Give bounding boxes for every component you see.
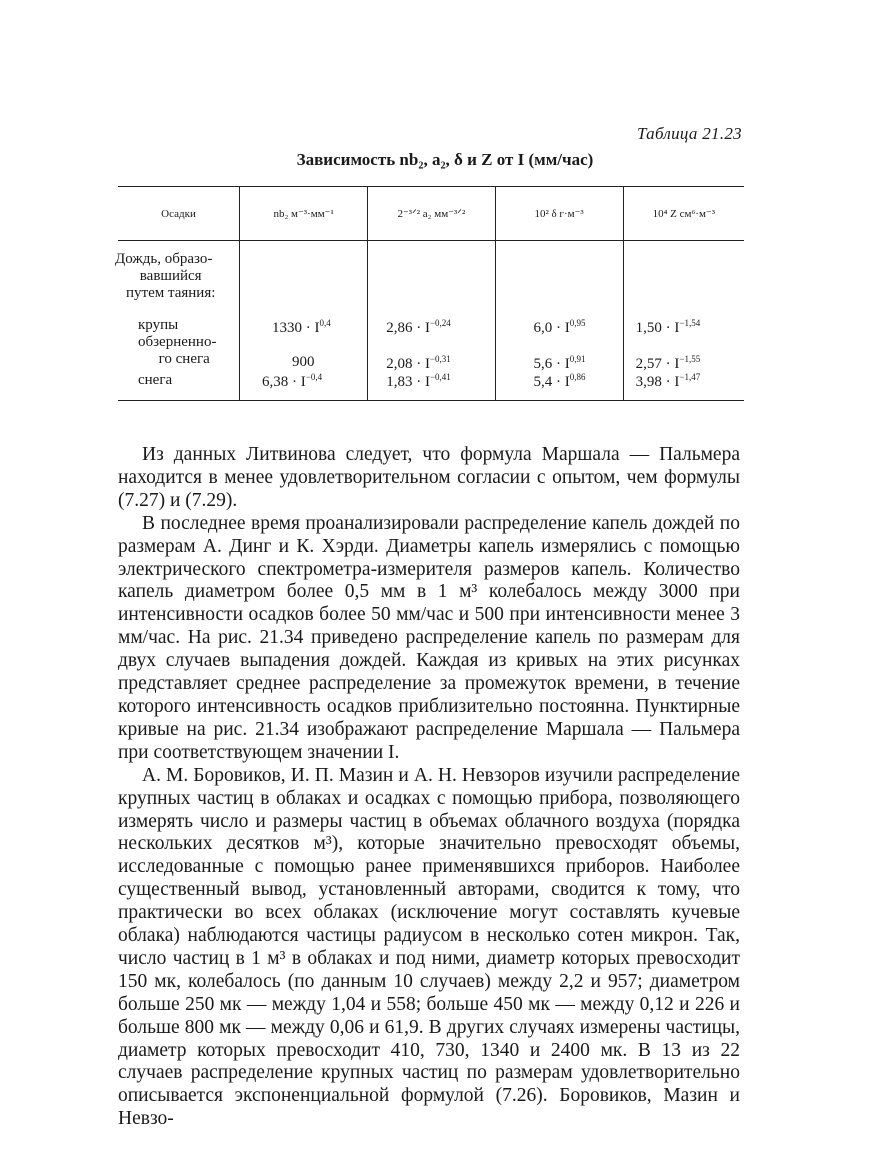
cell-nb2-krupy: 1330 · I$^{0,4}$ — [272, 318, 331, 336]
cell-z-krupy: $1,50 \cdot I^{-1,54}$ — [635, 318, 701, 336]
paragraph: В последнее время проанализировали распределение капель дождей по размерам А. Динг и К. Хэрди. Диаметры капель измерялись с помощью электрического спектрометра-измерителя размеров капель. Количество капель диаметром более 0,5 мм в 1 м³ колебалось между 3000 при интенсивности осадков более 50 мм/час и 500 при интенсивности менее 3 мм/час. На рис. 21.34 приведено распределение капель по размерам для двух случаев выпадения дождей. Каждая из кривых на этих рисунках представляет среднее распределение за промежуток времени, в течение которого интенсивность осадков приблизительно постоянна. Пунктирные кривые на рис. 21.34 изображают распределение Маршала — Пальмера при соответствующем значении I. — [118, 512, 740, 763]
table-number: Таблица 21.23 — [637, 124, 742, 143]
header-nb2: nb₂ м⁻³·мм⁻¹ — [240, 187, 368, 241]
body-text — [118, 444, 740, 1131]
row-label-line: обзерненно- — [138, 334, 217, 350]
header-z: 10⁴ Z см⁶·м⁻³ — [623, 187, 744, 241]
paragraph: А. М. Боровиков, И. П. Мазин и А. Н. Невзоров изучили распределение крупных частиц в облаках и осадках с помощью прибора, позволяющего измерять число и размеры частиц в объемах облачного воздуха (порядка нескольких десятков м³), которые значительно превосходят объемы, исследованные с помощью ранее применявшихся приборов. Наиболее существенный вывод, установленный авторами, сводится к тому, что практически во всех облаках (исключение могут составлять кучевые облака) наблюдаются частицы радиусом в несколько сотен микрон. Так, число частиц в 1 м³ в облаках и под ними, диаметр которых превосходит 150 мк, колебалось (по данным 10 случаев) между 2,2 и 957; диаметром больше 250 мк — между 1,04 и 558; больше 450 мк — между 0,12 и 226 и больше 800 мк — между 0,06 и 61,9. В других случаях измерены частицы, диаметр которых превосходит 410, 730, 1340 и 2400 мк. В 13 из 22 случаев распределение крупных частиц по размерам удовлетворительно описывается экспоненциальной формулой (7.26). Боровиков, Мазин и Невзо- — [118, 764, 740, 1130]
cell-delta-krupy: 6,0 · I$^{0,95}$ — [533, 318, 586, 336]
group-label — [112, 251, 215, 302]
row-label-line: го снега — [158, 351, 210, 367]
cell-a2-snega: $1,83 \cdot I^{-0,41}$ — [386, 372, 451, 390]
header-precipitation: Осадки — [118, 187, 240, 241]
cell-a2-obzernennogo: $2,08 \cdot I^{-0,31}$ — [386, 354, 451, 372]
group-label-line: вавшийся — [139, 268, 202, 284]
cell-z-snega: $3,98 \cdot I^{-1,47}$ — [635, 372, 701, 390]
label-column — [115, 241, 240, 401]
cell-delta-snega: 5,4 · I$^{0,86}$ — [533, 372, 586, 390]
group-label-line: путем таяния: — [126, 285, 216, 301]
paragraph: Из данных Литвинова следует, что формула Маршала — Пальмера находится в менее удовлетворительном согласии с опытом, чем формулы (7.27) и (7.29). — [118, 444, 740, 511]
column-delta — [495, 241, 623, 401]
row-label-line: крупы — [138, 317, 179, 333]
header-delta: 10² δ г·м⁻³ — [495, 187, 623, 241]
cell-z-obzernennogo: $2,57 \cdot I^{-1,55}$ — [635, 354, 701, 372]
data-table — [115, 186, 744, 401]
row-label-line: снега — [138, 372, 173, 388]
cell-delta-obzernennogo: 5,6 · I$^{0,91}$ — [533, 354, 586, 372]
table-body-row — [118, 241, 744, 401]
header-a2: 2⁻³ᐟ² a₂ мм⁻³ᐟ² — [368, 187, 495, 241]
row-label-obzernennogo — [138, 334, 216, 368]
row-label-krupy — [138, 317, 178, 334]
column-a2 — [368, 241, 495, 401]
group-label-line: Дождь, образо- — [115, 251, 213, 267]
row-label-snega — [138, 372, 172, 389]
cell-nb2-obzernennogo: 900 — [292, 354, 315, 370]
cell-nb2-snega: $6,38 \cdot I^{-0,4}$ — [262, 372, 323, 390]
column-nb2 — [240, 241, 368, 401]
table-title: Зависимость nb₂, a₂, δ и Z от I (мм/час) — [296, 150, 594, 169]
table-header-row — [118, 187, 744, 241]
cell-a2-krupy: $2,86 \cdot I^{-0,24}$ — [386, 318, 451, 336]
column-z — [623, 241, 744, 401]
